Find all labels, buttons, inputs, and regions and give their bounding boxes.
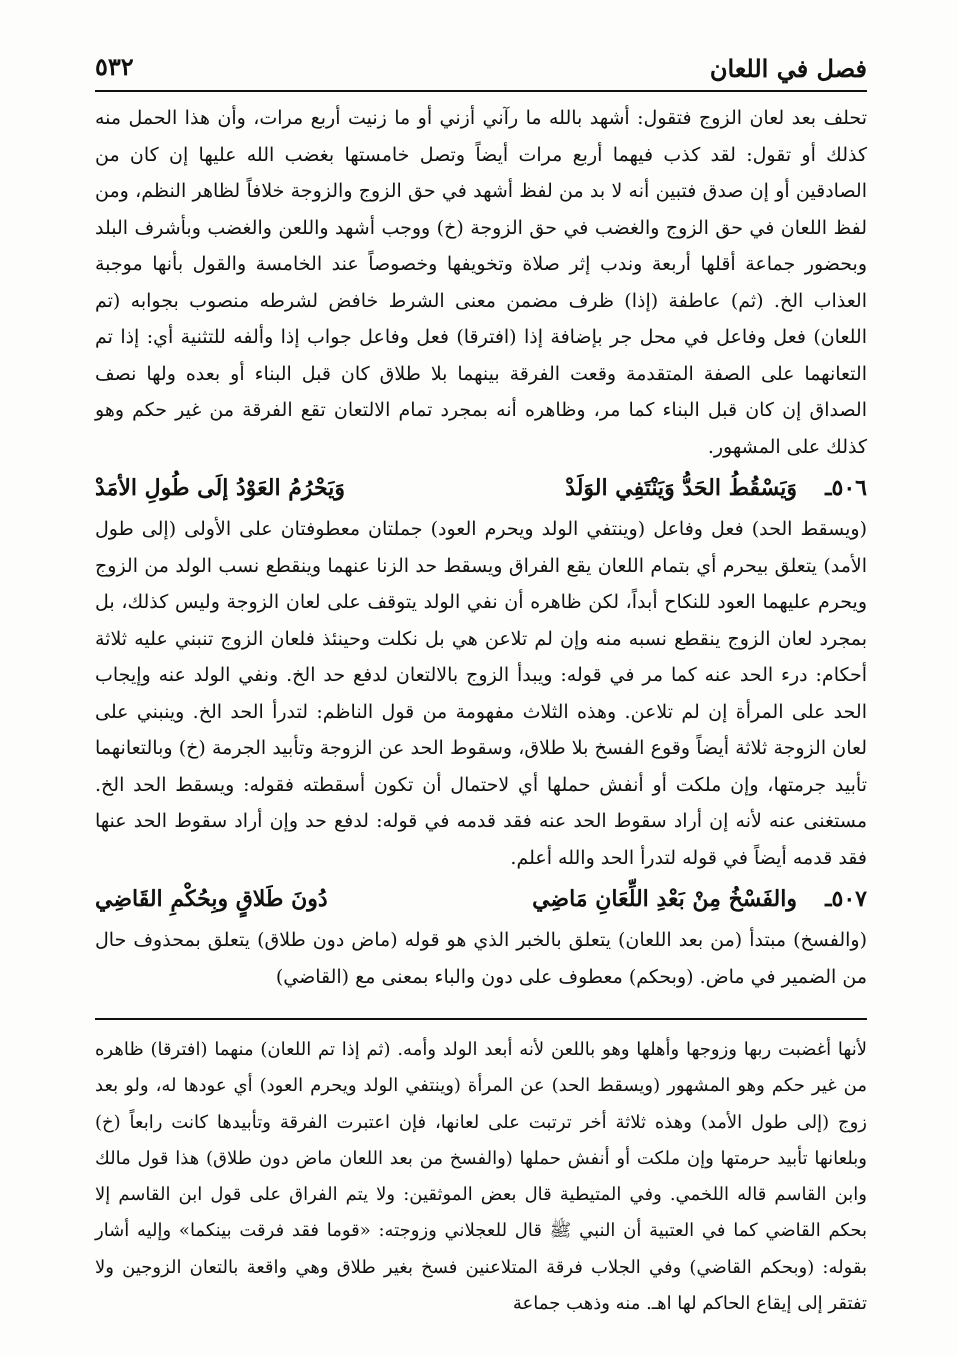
footnote-paragraph: لأنها أغضبت ربها وزوجها وأهلها وهو باللعن لأنه أبعد الولد وأمه. (ثم إذا تم اللعان) منهما (افترقا) ظاهره من غير حكم وهو المشهور (ويسقط الحد) عن المرأة (وينتفي الولد ويحرم العود) أي عودها له، ولو بعد زوج (إلى طول الأمد) وهذه ثلاثة أخر ترتبت على لعانها، فإن اعتبرت الفرقة وتأبيدها كانت رابعاً (خ) وبلعانها تأبيد حرمتها وإن ملكت أو أنفش حملها (والفسخ من بعد اللعان ماض دون طلاق) هذا قول مالك وابن القاسم قاله اللخمي. وفي المتيطية قال بعض الموثقين: ولا يتم الفراق على قول ابن القاسم إلا بحكم القاضي كما في العتبية أن النبي ﷺ قال للعجلاني وزوجته: «قوما فقد فرقت بينكما» وإليه أشار بقوله: (وبحكم القاضي) وفي الجلاب فرقة المتلاعنين فسخ بغير طلاق وهي واقعة بالتعان الزوجين ولا تفتقر إلى إيقاع الحاكم لها اهـ. منه وذهب جماعة	[95, 1039, 867, 1315]
footnote-text	[95, 1032, 867, 1322]
page-number: ٥٣٢	[95, 52, 134, 81]
verse-number: ٥٠٦ـ	[825, 475, 867, 501]
page-header	[95, 50, 867, 92]
commentary-paragraph-2: (ويسقط الحد) فعل وفاعل (وينتفي الولد ويحرم العود) جملتان معطوفتان على الأولى (إلى طول الأمد) يتعلق بيحرم أي بتمام اللعان يقع الفراق ويسقط حد الزنا عنهما وينقطع نسب الولد من الزوج ويحرم عليهما العود للنكاح أبداً، لكن ظاهره أن نفي الولد يتوقف على لعان الزوجة وليس كذلك، بل بمجرد لعان الزوج ينقطع نسبه منه وإن لم تلاعن هي بل نكلت وحينئذ فلعان الزوج تنبني عليه ثلاثة أحكام: درء الحد عنه كما مر في قوله: ويبدأ الزوج بالالتعان لدفع حد الخ. ونفي الولد عنه وإيجاب الحد على المرأة إن لم تلاعن. وهذه الثلاث مفهومة من قول الناظم: لتدرأ الحد الخ. وينبني على لعان الزوجة ثلاثة أيضاً وقوع الفسخ بلا طلاق، وسقوط الحد عن الزوجة وتأبيد الجرمة (خ) وبالتعانهما تأبيد جرمتها، وإن ملكت أو أنفش حملها أي لاحتمال أن تكون أسقطته فقوله: ويسقط الحد الخ. مستغنى عنه لأنه إن أراد سقوط الحد عنه فقد قدمه في قوله: لدفع حد وإن أراد سقوط الحد عنها فقد قدمه أيضاً في قوله لتدرأ الحد والله أعلم.	[95, 518, 867, 869]
footnote-separator	[95, 1018, 867, 1020]
commentary-paragraph-1: تحلف بعد لعان الزوج فتقول: أشهد بالله ما رآني أزني أو ما زنيت أربع مرات، وأن هذا الحمل منه كذلك أو تقول: لقد كذب فيهما أربع مرات أيضاً وتصل خامستها بغضب الله عليها إن كان من الصادقين أو إن صدق فتبين أنه لا بد من لفظ أشهد في حق الزوج والزوجة خلافاً لظاهر النظم، ومن لفظ اللعان في حق الزوج والغضب في حق الزوجة (خ) ووجب أشهد واللعن والغضب وبأشرف البلد وبحضور جماعة أقلها أربعة وندب إثر صلاة وتخويفها وخصوصاً عند الخامسة والقول بأنها موجبة العذاب الخ. (ثم) عاطفة (إذا) ظرف مضمن معنى الشرط خافض لشرطه منصوب بجوابه (تم اللعان) فعل وفاعل في محل جر بإضافة إذا (افترقا) فعل وفاعل جواب إذا وألفه للتثنية أي: إذا تم التعانهما على الصفة المتقدمة وقعت الفرقة بينهما بلا طلاق كان قبل البناء أو بعده ولها نصف الصداق إن كان قبل البناء كما مر، وظاهره أنه بمجرد تمام الالتعان تقع الفرقة من غير حكم وهو كذلك على المشهور.	[95, 107, 867, 458]
verse-hemistich-first: والفَسْخُ مِنْ بَعْدِ اللِّعَانِ مَاضِي	[532, 886, 797, 912]
verse-hemistich-second: وَيَحْرُمُ العَوْدُ إلَى طُولِ الأمَدْ	[95, 475, 345, 501]
verse-hemistich-second: دُونَ طَلاقٍ وبِحُكْمِ القَاضِي	[95, 886, 328, 912]
verse-number: ٥٠٧ـ	[825, 886, 867, 912]
verse-506	[95, 465, 867, 511]
verse-hemistich-first: وَيَسْقُطُ الحَدُّ وَيَنْتَفِي الوَلَدْ	[565, 475, 797, 501]
chapter-title: فصل في اللعان	[709, 54, 867, 83]
main-text	[95, 100, 867, 995]
verse-507	[95, 876, 867, 922]
commentary-paragraph-3: (والفسخ) مبتدأ (من بعد اللعان) يتعلق بالخبر الذي هو قوله (ماض دون طلاق) يتعلق بمحذوف حال من الضمير في ماض. (وبحكم) معطوف على دون والباء بمعنى مع (القاضي)	[95, 929, 867, 988]
